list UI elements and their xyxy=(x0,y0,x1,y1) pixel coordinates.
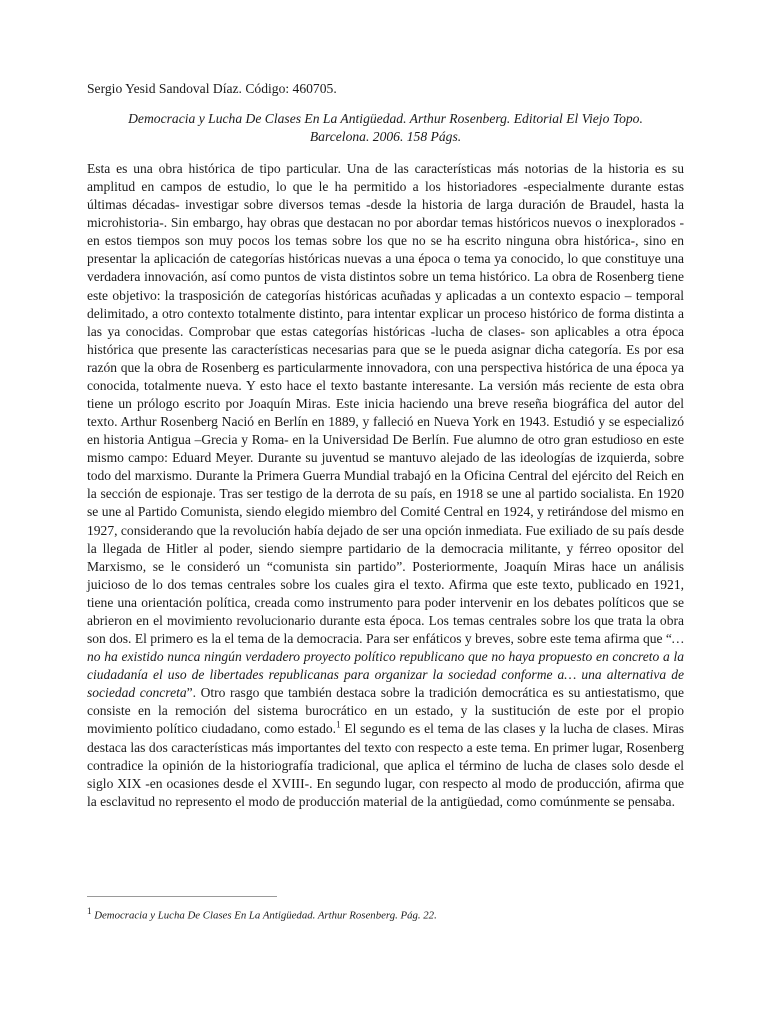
quoted-passage: … no ha existido nunca ningún verdadero proyecto político republicano que no haya propuesto en concreto a la ciudadanía el uso de libertades republicanas para organizar la sociedad conforme a… una alternativa de sociedad concreta xyxy=(87,631,684,701)
body-paragraph xyxy=(87,160,684,811)
book-citation xyxy=(87,110,684,146)
footnote-text: Democracia y Lucha De Clases En La Antigüedad. Arthur Rosenberg. Pág. 22. xyxy=(94,909,437,922)
author-line: Sergio Yesid Sandoval Díaz. Código: 460705. xyxy=(87,81,337,96)
body-text-part-2: ”. Otro rasgo que también destaca sobre la tradición democrática es su antiestatismo, que consiste en la remoción del sistema burocrático en un estado, y la sustitución de este por el propio movimiento político ciudadano, como estado. xyxy=(87,685,685,737)
footnote-separator xyxy=(87,896,277,897)
body-text-part-1: Esta es una obra histórica de tipo particular. Una de las características más notorias de la historia es su amplitud en campos de estudio, lo que le ha permitido a los historiadores -especialmente durante estas últimas décadas- investigar sobre diversos temas -desde la historia de larga duración de Braudel, hasta la microhistoria-. Sin embargo, hay obras que destacan no por abordar temas históricos nuevos o inexplorados -en estos tiempos son muy pocos los temas sobre los que no se ha escrito ninguna obra histórica-, sino en presentar la aplicación de categorías históricas nuevas a una época o tema ya conocido, lo que constituye una verdadera innovación, así como puntos de vista distintos sobre un tema histórico. La obra de Rosenberg tiene este objetivo: la trasposición de categorías históricas acuñadas y aplicadas a un contexto espacio – temporal delimitado, a otro contexto totalmente distinto, para intentar explicar un proceso histórico de forma distinta a las ya conocidas. Comprobar que estas categorías históricas -lucha de clases- son aplicables a otra época histórica que presente las características necesarias para que se le pueda asignar dicha categoría. Es por esa razón que la obra de Rosenberg es particularmente innovadora, con una perspectiva histórica de una época ya conocida, totalmente nueva. Y esto hace el texto bastante interesante. La versión más reciente de esta obra tiene un prólogo escrito por Joaquín Miras. Este inicia haciendo una breve reseña biográfica del autor del texto. Arthur Rosenberg Nació en Berlín en 1889, y falleció en Nueva York en 1943. Estudió y se especializó en historia Antigua –Grecia y Roma- en la Universidad De Berlín. Fue alumno de otro gran estudioso en este mismo campo: Eduard Meyer. Durante su juventud se mantuvo alejado de las ideologías de izquierda, sobre todo del marxismo. Durante la Primera Guerra Mundial trabajó en la Oficina Central del ejército del Reich en la sección de espionaje. Tras ser testigo de la derrota de su país, en 1918 se une al partido socialista. En 1920 se une al Partido Comunista, siendo elegido miembro del Comité Central en 1924, y retirándose del mismo en 1927, considerando que la revolución había dejado de ser una opción inmediata. Fue exiliado de su país desde la llegada de Hitler al poder, siendo siempre partidario de la democracia militante, y férreo opositor del Marxismo, se le consideró un “comunista sin partido”. Posteriormente, Joaquín Miras hace un análisis juicioso de lo dos temas centrales sobre los cuales gira el texto. Afirma que este texto, publicado en 1921, tiene una orientación política, creada como instrumento para poder intervenir en los debates políticos que se abrieron en el movimiento revolucionario durante esta época. Los temas centrales sobre los que trata la obra son dos. El primero es la el tema de la democracia. Para ser enfáticos y breves, sobre este tema afirma que “ xyxy=(87,161,684,647)
citation-line-2: Barcelona. 2006. 158 Págs. xyxy=(309,129,462,144)
footnote-number: 1 xyxy=(87,906,92,916)
footnote-reference[interactable]: 1 xyxy=(336,719,341,730)
citation-line-1: Democracia y Lucha De Clases En La Antigüedad. Arthur Rosenberg. Editorial El Viejo Topo. xyxy=(128,111,643,126)
footnote xyxy=(87,904,684,924)
body-text-part-3: El segundo es el tema de las clases y la lucha de clases. Miras destaca las dos características más importantes del texto con respecto a este tema. En primer lugar, Rosenberg contradice la opinión de la historiografía tradicional, que aplica el término de lucha de clases solo desde el siglo XIX -en ocasiones desde el XVIII-. En segundo lugar, con respecto al modo de producción, afirma que la esclavitud no represento el modo de producción material de la antigüedad, como comúnmente se pensaba. xyxy=(87,721,684,809)
